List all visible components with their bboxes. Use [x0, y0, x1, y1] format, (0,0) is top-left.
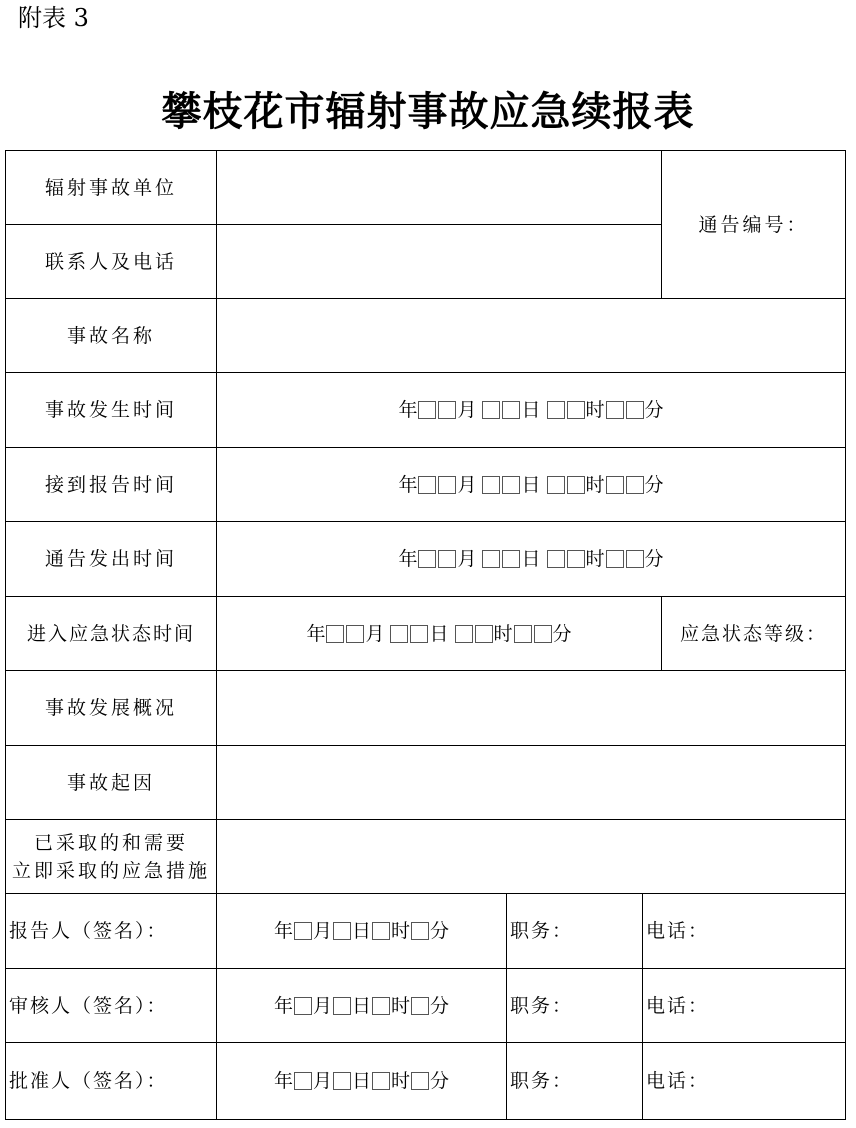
minute-unit: 分 [644, 399, 664, 421]
label-reporter-duty: 职务： [510, 920, 574, 942]
date-field-approver[interactable] [217, 1043, 506, 1119]
date-field-reviewer[interactable] [217, 969, 506, 1042]
field-measures[interactable] [217, 820, 845, 893]
day-unit: 日 [351, 994, 371, 1017]
date-field-occur[interactable] [217, 373, 845, 447]
date-field-emergency[interactable] [217, 597, 661, 670]
year-unit: 年 [398, 473, 418, 496]
year-unit: 年 [398, 399, 418, 421]
label-unit: 辐射事故单位 [44, 176, 177, 199]
label-measures-line1: 已采取的和需要 [33, 831, 188, 854]
hour-unit: 时 [585, 399, 605, 421]
field-development[interactable] [217, 671, 845, 745]
label-accident-name: 事故名称 [66, 324, 155, 347]
page-title: 攀枝花市辐射事故应急续报表 [161, 88, 695, 135]
date-field-notice[interactable] [217, 522, 845, 596]
year-unit: 年 [273, 994, 293, 1017]
day-unit: 日 [521, 548, 541, 570]
day-unit: 日 [351, 1070, 371, 1092]
minute-unit: 分 [552, 622, 572, 645]
label-notice-number: 通告编号： [698, 213, 809, 236]
label-approver-duty: 职务： [510, 1070, 574, 1092]
label-reviewer-duty: 职务： [510, 994, 574, 1017]
label-reviewer-phone: 电话： [646, 994, 710, 1017]
year-unit: 年 [273, 1070, 293, 1092]
day-unit: 日 [521, 473, 541, 496]
year-unit: 年 [306, 622, 326, 645]
label-cause: 事故起因 [66, 771, 155, 794]
hour-unit: 时 [391, 1070, 411, 1092]
label-approver: 批准人（签名）： [9, 1070, 168, 1092]
month-unit: 月 [365, 622, 385, 645]
year-unit: 年 [273, 920, 293, 942]
label-measures-line2: 立即采取的应急措施 [11, 859, 210, 882]
label-contact: 联系人及电话 [44, 250, 177, 273]
label-reviewer: 审核人（签名）： [9, 994, 168, 1017]
label-occur-time: 事故发生时间 [44, 399, 177, 421]
field-unit[interactable] [217, 151, 661, 224]
month-unit: 月 [457, 399, 477, 421]
label-notice-time: 通告发出时间 [44, 548, 177, 570]
month-unit: 月 [457, 548, 477, 570]
label-reporter-phone: 电话： [646, 920, 710, 942]
month-unit: 月 [312, 1070, 332, 1092]
date-field-reporter[interactable] [217, 894, 506, 968]
label-receive-time: 接到报告时间 [44, 473, 177, 496]
report-form-table [5, 150, 846, 1120]
label-emergency-level: 应急状态等级： [679, 622, 827, 645]
minute-unit: 分 [644, 473, 664, 496]
minute-unit: 分 [644, 548, 664, 570]
year-unit: 年 [398, 548, 418, 570]
hour-unit: 时 [585, 473, 605, 496]
label-reporter: 报告人（签名）： [9, 920, 168, 942]
minute-unit: 分 [430, 1070, 450, 1092]
month-unit: 月 [457, 473, 477, 496]
day-unit: 日 [351, 920, 371, 942]
date-field-receive[interactable] [217, 448, 845, 521]
label-approver-phone: 电话： [646, 1070, 710, 1092]
hour-unit: 时 [391, 920, 411, 942]
day-unit: 日 [521, 399, 541, 421]
month-unit: 月 [312, 920, 332, 942]
field-accident-name[interactable] [217, 299, 845, 372]
month-unit: 月 [312, 994, 332, 1017]
minute-unit: 分 [430, 920, 450, 942]
minute-unit: 分 [430, 994, 450, 1017]
day-unit: 日 [429, 622, 449, 645]
label-measures [6, 820, 216, 893]
label-development: 事故发展概况 [44, 697, 177, 719]
label-emergency-time: 进入应急状态时间 [26, 622, 195, 645]
field-cause[interactable] [217, 746, 845, 819]
hour-unit: 时 [493, 622, 513, 645]
hour-unit: 时 [391, 994, 411, 1017]
attachment-label: 附表 3 [18, 4, 89, 32]
field-contact[interactable] [217, 225, 661, 298]
hour-unit: 时 [585, 548, 605, 570]
